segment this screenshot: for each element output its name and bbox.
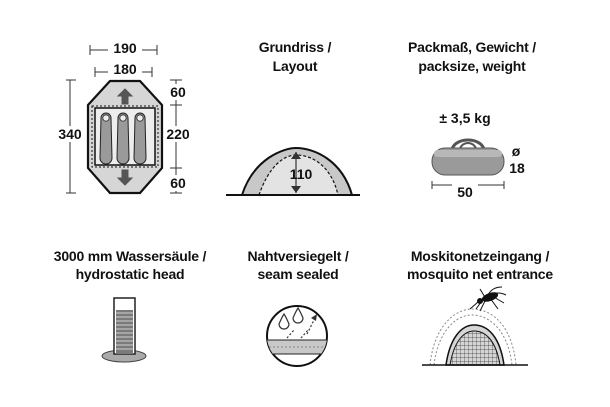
layout-title-line1: Grundriss / <box>258 39 332 55</box>
mosquito-icon <box>470 287 506 311</box>
seam-sealed-icon <box>261 302 333 374</box>
water-column-icon <box>96 292 156 372</box>
outer-width-label: 190 <box>108 40 142 56</box>
mosquito-title-line1: Moskitonetzeingang / <box>410 248 550 264</box>
top-vestibule-label: 60 <box>168 84 188 100</box>
seams-title-line2: seam sealed <box>257 266 339 282</box>
pack-title-line2: packsize, weight <box>418 58 526 74</box>
water-title-line1: 3000 mm Wassersäule / <box>53 248 207 264</box>
total-length-label: 340 <box>54 126 86 142</box>
pack-title-line1: Packmaß, Gewicht / <box>408 39 536 55</box>
mosquito-title-line2: mosquito net entrance <box>407 266 553 282</box>
mosquito-net-entrance-icon <box>420 285 530 375</box>
layout-title-line2: Layout <box>272 58 318 74</box>
seams-title-line1: Nahtversiegelt / <box>247 248 349 264</box>
pack-length-label: 50 <box>452 184 478 200</box>
diameter-symbol: ø <box>511 143 521 159</box>
floorplan-diagram <box>0 0 200 210</box>
weight-label: ± 3,5 kg <box>439 110 491 126</box>
bottom-vestibule-label: 60 <box>168 175 188 191</box>
water-title-line2: hydrostatic head <box>75 266 185 282</box>
inner-length-label: 220 <box>164 126 192 142</box>
inner-width-label: 180 <box>108 61 142 77</box>
diameter-label: 18 <box>509 160 525 176</box>
tent-height-label: 110 <box>289 166 313 182</box>
